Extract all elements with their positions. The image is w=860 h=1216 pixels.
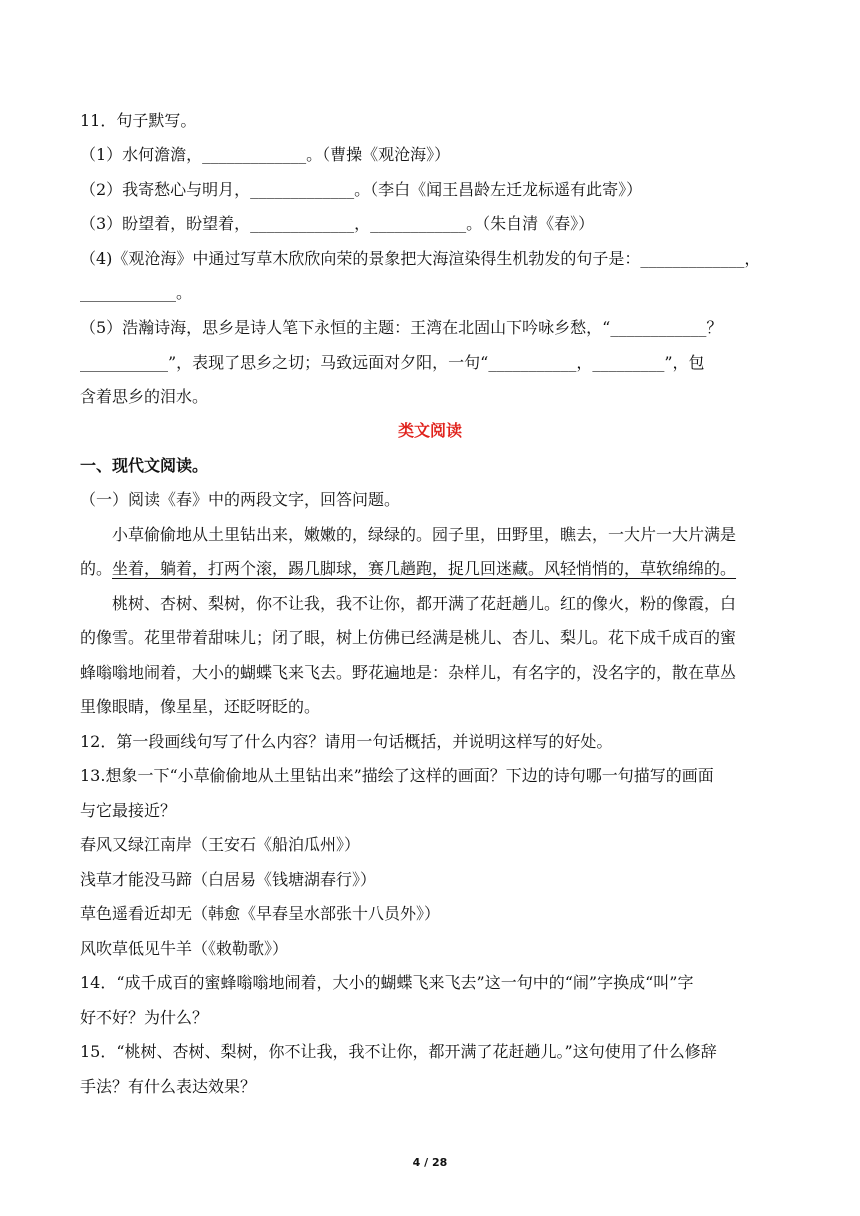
q11-item-3: （3）盼望着，盼望着，_____________，____________。（朱自清《春》） — [80, 214, 595, 233]
page-indicator: 4 / 28 — [412, 1156, 448, 1169]
q15-line-2: 手法？有什么表达效果？ — [80, 1077, 257, 1096]
q13-line-2: 与它最接近？ — [80, 801, 177, 820]
q13-option-3: 草色遥看近却无（韩愈《早春呈水部张十八员外》） — [80, 904, 441, 923]
q11-item-1: （1）水何澹澹，_____________。（曹操《观沧海》） — [80, 145, 451, 164]
q14-line-2: 好不好？为什么？ — [80, 1008, 209, 1027]
passage-p2-line-1: 桃树、杏树、梨树，你不让我，我不让你，都开满了花赶趟儿。红的像火，粉的像霞，白 — [112, 594, 737, 613]
section-title: 类文阅读 — [397, 421, 462, 440]
q14-line-1: 14．“成千成百的蜜蜂嗡嗡地闹着，大小的蝴蝶飞来飞去”这一句中的“闹”字换成“叫”字 — [80, 973, 694, 992]
q11-item-4-line-1: （4)《观沧海》中通过写草木欣欣向荣的景象把大海渲染得生机勃发的句子是：_____________， — [80, 249, 761, 268]
q11-item-5-line-1: （5）浩瀚诗海，思乡是诗人笔下永恒的主题：王湾在北固山下吟咏乡愁，“____________？ — [80, 318, 723, 337]
passage-p2-line-2: 的像雪。花里带着甜味儿；闭了眼，树上仿佛已经满是桃儿、杏儿、梨儿。花下成千成百的蜜 — [80, 628, 737, 647]
q13-option-2: 浅草才能没马蹄（白居易《钱塘湖春行》） — [80, 870, 377, 889]
q13-option-1: 春风又绿江南岸（王安石《船泊瓜州》） — [80, 835, 361, 854]
q11-item-5-line-3: 含着思乡的泪水。 — [80, 387, 209, 406]
q11-item-4-line-2: ____________。 — [80, 283, 193, 302]
sub-1-heading: （一）阅读《春》中的两段文字，回答问题。 — [80, 490, 401, 509]
q11-item-2: （2）我寄愁心与明月，_____________。（李白《闻王昌龄左迁龙标遥有此寄》） — [80, 180, 643, 199]
q13-option-4: 风吹草低见牛羊（《敕勒歌》） — [80, 939, 289, 958]
passage-p1-line-2 — [80, 559, 786, 579]
q12: 12．第一段画线句写了什么内容？请用一句话概括，并说明这样写的好处。 — [80, 732, 613, 751]
q11-item-5-line-2: ___________”，表现了思乡之切；马致远面对夕阳，一句“___________，_________”，包 — [80, 353, 705, 372]
q11-heading: 11．句子默写。 — [80, 111, 197, 130]
part-1-heading: 一、现代文阅读。 — [80, 456, 209, 475]
passage-p2-line-3: 蜂嗡嗡地闹着，大小的蝴蝶飞来飞去。野花遍地是：杂样儿，有名字的，没名字的，散在草丛 — [80, 663, 737, 682]
q13-line-1: 13.想象一下“小草偷偷地从土里钻出来”描绘了这样的画面？下边的诗句哪一句描写的画面 — [80, 766, 714, 785]
passage-p2-line-4: 里像眼睛，像星星，还眨呀眨的。 — [80, 697, 321, 716]
q15-line-1: 15．“桃树、杏树、梨树，你不让我，我不让你，都开满了花赶趟儿。”这句使用了什么修辞 — [80, 1042, 717, 1061]
passage-underlined-sentence: 坐着，躺着，打两个滚，踢几脚球，赛几趟跑，捉几回迷藏。风轻悄悄的，草软绵绵的。 — [112, 559, 737, 578]
passage-p1-line-2-plain: 的。 — [80, 559, 113, 578]
passage-p1-line-1: 小草偷偷地从土里钻出来，嫩嫩的，绿绿的。园子里，田野里，瞧去，一大片一大片满是 — [112, 525, 737, 544]
